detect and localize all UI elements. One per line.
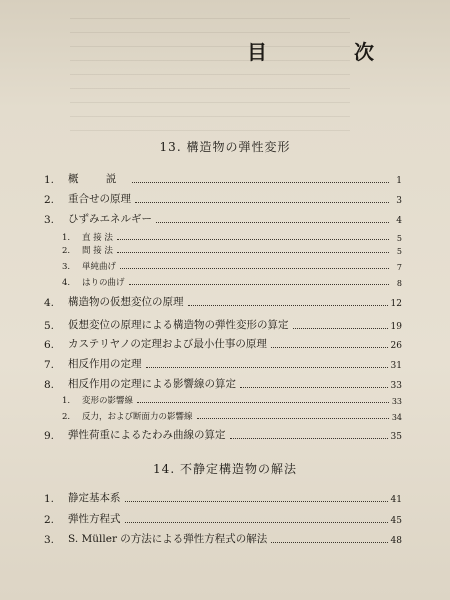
- entry-page-number: 4: [396, 216, 402, 226]
- dot-leader: [137, 402, 389, 403]
- toc-entry: [44, 212, 402, 226]
- dot-leader: [293, 328, 388, 329]
- entry-title: S. Müller の方法による弾性方程式の解法: [68, 533, 268, 545]
- dot-leader: [120, 268, 389, 269]
- entry-page-number: 19: [390, 322, 402, 332]
- entry-number: 5.: [44, 320, 55, 332]
- dot-leader: [117, 239, 389, 240]
- dot-leader: [271, 347, 388, 348]
- dot-leader: [125, 522, 388, 523]
- entry-number: 3.: [44, 214, 55, 226]
- entry-number: 4.: [62, 278, 71, 288]
- toc-entry: [44, 512, 402, 526]
- entry-number: 8.: [44, 379, 55, 391]
- dot-leader: [188, 305, 388, 306]
- dot-leader: [135, 202, 389, 203]
- entry-number: 2.: [62, 412, 71, 422]
- dot-leader: [125, 501, 388, 502]
- dot-leader: [132, 182, 389, 183]
- entry-number: 1.: [62, 396, 71, 406]
- dot-leader: [230, 438, 388, 439]
- toc-entry: [44, 295, 402, 309]
- entry-page-number: 1: [396, 176, 402, 186]
- entry-number: 3.: [62, 262, 71, 272]
- toc-entry: [44, 491, 402, 505]
- entry-page-number: 7: [396, 263, 402, 272]
- entry-title: はりの曲げ: [82, 278, 125, 288]
- toc-entry: [44, 318, 402, 332]
- toc-entry: [44, 337, 402, 351]
- entry-number: 6.: [44, 339, 55, 351]
- entry-title: 弾性荷重によるたわみ曲線の算定: [68, 429, 226, 441]
- toc-entry: [62, 258, 402, 272]
- entry-number: 2.: [44, 514, 55, 526]
- entry-page-number: 12: [390, 299, 402, 309]
- entry-title: 相反作用の定理: [68, 358, 142, 370]
- entry-title: 間 接 法: [82, 246, 113, 256]
- entry-title: 静定基本系: [68, 492, 121, 504]
- entry-page-number: 33: [391, 397, 402, 406]
- entry-page-number: 5: [396, 247, 402, 256]
- dot-leader: [197, 418, 389, 419]
- entry-title: 直 接 法: [82, 233, 113, 243]
- toc-entry: [44, 172, 402, 186]
- entry-title: 概 説: [68, 173, 129, 185]
- entry-number: 1.: [44, 174, 55, 186]
- entry-number: 7.: [44, 359, 55, 371]
- chapter-14-title: 14. 不静定構造物の解法: [153, 462, 297, 476]
- toc-entry: [44, 428, 402, 442]
- entry-page-number: 5: [396, 234, 402, 243]
- toc-entry: [62, 242, 402, 256]
- dot-leader: [146, 367, 388, 368]
- entry-page-number: 45: [390, 516, 402, 526]
- entry-number: 1.: [62, 233, 71, 243]
- dot-leader: [156, 222, 389, 223]
- entry-number: 1.: [44, 493, 55, 505]
- dot-leader: [117, 252, 389, 253]
- entry-title: カステリヤノの定理および最小仕事の原理: [68, 338, 267, 350]
- toc-entry: [44, 357, 402, 371]
- toc-entry: [62, 392, 402, 406]
- entry-title: 相反作用の定理による影響線の算定: [68, 378, 236, 390]
- entry-number: 9.: [44, 430, 55, 442]
- entry-title: 重合せの原理: [68, 193, 131, 205]
- chapter-13-title: 13. 構造物の弾性変形: [159, 140, 291, 154]
- entry-title: ひずみエネルギー: [68, 213, 152, 225]
- entry-number: 3.: [44, 534, 55, 546]
- entry-page-number: 3: [396, 196, 402, 206]
- toc-entry: [62, 408, 402, 422]
- entry-page-number: 34: [391, 413, 402, 422]
- entry-title: 仮想変位の原理による構造物の弾性変形の算定: [68, 319, 289, 331]
- entry-number: 2.: [62, 246, 71, 256]
- toc-entry: [44, 377, 402, 391]
- entry-title: 変形の影響線: [82, 396, 134, 406]
- entry-page-number: 31: [390, 361, 402, 371]
- entry-title: 単純曲げ: [82, 262, 117, 272]
- entry-title: 反力，および断面力の影響線: [82, 412, 193, 422]
- toc-entry: [44, 532, 402, 546]
- entry-page-number: 48: [390, 536, 402, 546]
- entry-page-number: 8: [396, 279, 402, 288]
- entry-page-number: 41: [390, 495, 402, 505]
- toc-entry: [44, 192, 402, 206]
- dot-leader: [271, 542, 387, 543]
- entry-title: 構造物の仮想変位の原理: [68, 296, 184, 308]
- entry-page-number: 33: [390, 381, 402, 391]
- entry-number: 4.: [44, 297, 55, 309]
- entry-title: 弾性方程式: [68, 513, 121, 525]
- toc-heading: 目 次: [247, 40, 414, 64]
- toc-entry: [62, 229, 402, 243]
- entry-number: 2.: [44, 194, 55, 206]
- dot-leader: [240, 387, 388, 388]
- toc-entry: [62, 274, 402, 288]
- dot-leader: [129, 284, 389, 285]
- entry-page-number: 35: [390, 432, 402, 442]
- entry-page-number: 26: [390, 341, 402, 351]
